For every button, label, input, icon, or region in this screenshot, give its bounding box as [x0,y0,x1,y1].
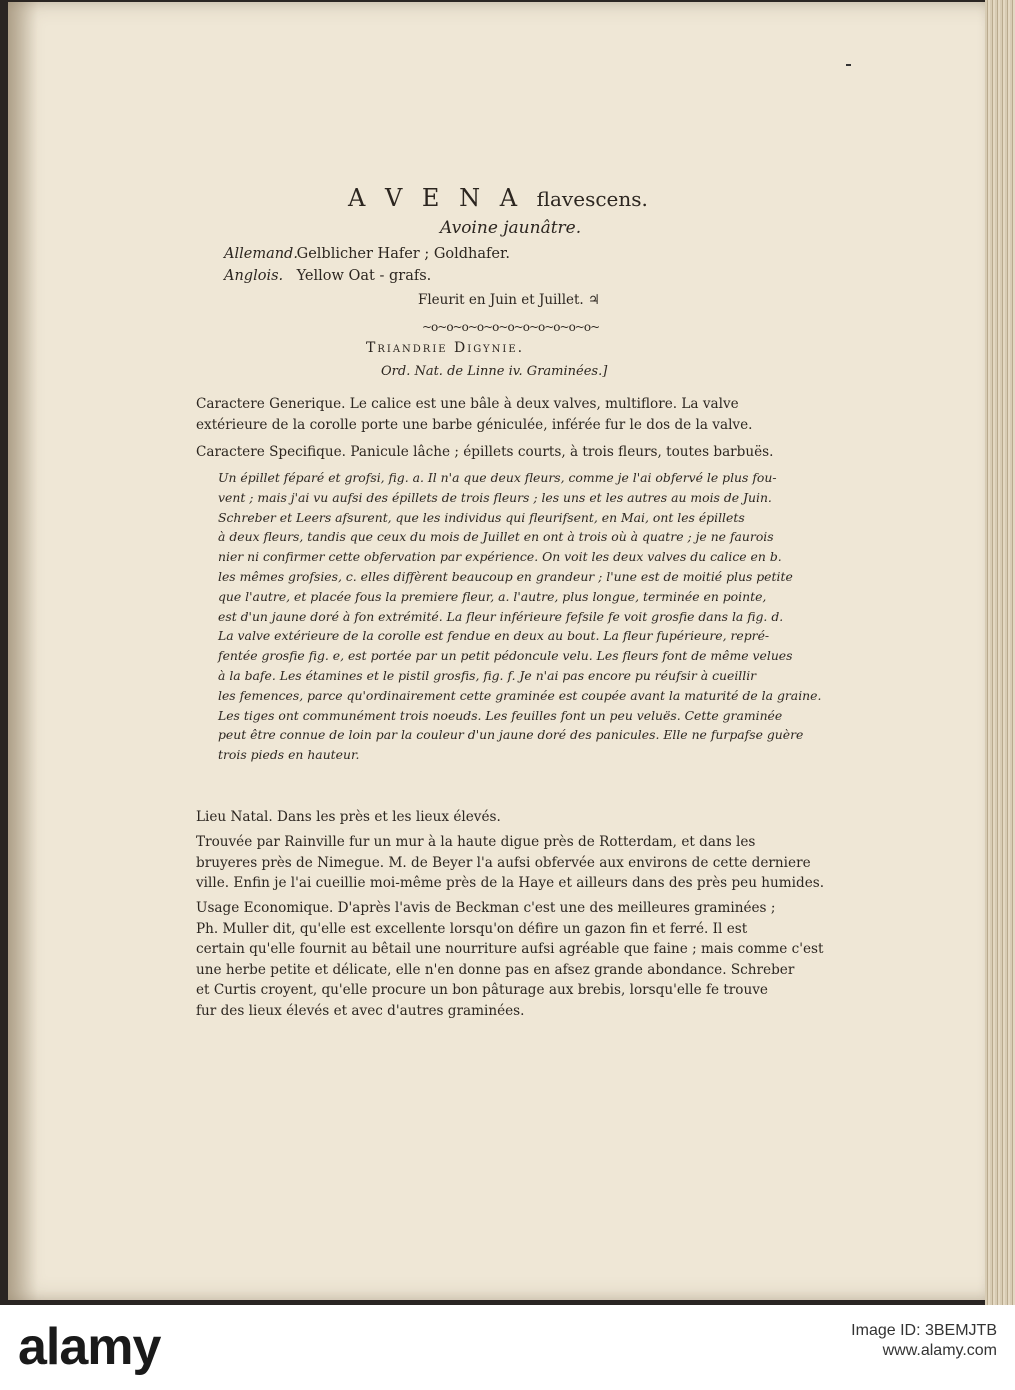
text-line: à la bafe. Les étamines et le pistil grosfis, fig. f. Je n'ai pas encore pu réufsir à cueillir [218,667,757,683]
page-title [348,184,648,212]
page-subtitle: Avoine jaunâtre. [440,218,582,238]
text-line: nier ni confirmer cette obfervation par expérience. On voit les deux valves du calice en b. [218,549,782,565]
vernacular-name-german [224,246,510,262]
text-line: les mêmes grofsies, c. elles diffèrent beaucoup en grandeur ; l'une est de moitié plus petite [218,568,793,584]
title-genus: A V E N A [348,184,524,212]
text-line: Ph. Muller dit, qu'elle est excellente lorsqu'on défire un gazon fin et ferré. Il est [196,920,748,937]
image-id: Image ID: 3BEMJTB [851,1322,997,1339]
locality-paragraph [196,832,856,894]
text-line: que l'autre, et placée fous la premiere fleur, a. l'autre, plus longue, terminée en pointe, [218,588,767,604]
text-line: est d'un jaune doré à fon extrémité. La fleur inférieure fefsile fe voit grosfie dans la fig. d. [218,608,784,624]
book-page [8,2,993,1300]
text-line: certain qu'elle fournit au bêtail une nourriture aufsi agréable que faine ; mais comme c'est [196,941,824,957]
image-id-block [851,1321,997,1361]
page-stack-edge [985,0,1015,1305]
alamy-logo: alamy [18,1318,161,1376]
text-line: à deux fleurs, tandis que ceux du mois de Juillet en ont à trois où à quatre ; je ne faurois [218,529,774,545]
text-line: Un épillet féparé et grofsi, fig. a. Il n'a que deux fleurs, comme je l'ai obfervé le plus fou- [218,470,777,485]
language-label: Allemand. [224,246,298,262]
natural-order: Ord. Nat. de Linne iv. Graminées.] [381,364,608,379]
text-line: vent ; mais j'ai vu aufsi des épillets de trois fleurs ; les uns et les autres au mois de Juin. [218,489,772,505]
text-line: Schreber et Leers afsurent, que les individus qui fleurifsent, en Mai, ont les épillets [218,509,745,525]
text-line: Caractere Specifique. Panicule lâche ; épillets courts, à trois fleurs, toutes barbuës. [196,444,774,460]
text-line: peut être connue de loin par la couleur d'un jaune doré des panicules. Elle ne furpafse guère [218,727,804,743]
text-line: Caractere Generique. Le calice est une bâle à deux valves, multiflore. La valve [196,396,739,412]
text-line: Usage Economique. D'après l'avis de Beckman c'est une des meilleures graminées ; [196,900,776,916]
text-line: trois pieds en hauteur. [218,747,360,763]
habitat-paragraph [196,807,856,828]
text-line: fentée grosfie fig. e, est portée par un petit pédoncule velu. Les fleurs font de même velues [218,648,793,664]
page-spine-shadow [8,2,38,1300]
usage-paragraph [196,898,856,1021]
language-label: Anglois. [224,268,284,284]
site-url: www.alamy.com [882,1342,997,1359]
text-line: les femences, parce qu'ordinairement cette graminée est coupée avant la maturité de la graine. [218,687,822,703]
class-heading: Triandrie Digynie. [366,340,525,356]
generic-character [196,394,856,435]
text-line: La valve extérieure de la corolle est fendue en deux au bout. La fleur fupérieure, repré- [218,628,770,644]
text-line: ville. Enfin je l'ai cueillie moi-même près de la Haye et ailleurs dans des près peu humides. [196,875,825,891]
vernacular-value: Yellow Oat - grafs. [296,268,432,284]
title-species: flavescens. [536,187,648,211]
stock-footer [0,1305,1015,1390]
text-line: extérieure de la corolle porte une barbe géniculée, inférée fur le dos de la valve. [196,416,753,433]
text-line: Lieu Natal. Dans les près et les lieux élevés. [196,809,501,825]
vernacular-value: Gelblicher Hafer ; Goldhafer. [296,246,510,262]
text-line: Trouvée par Rainville fur un mur à la haute digue près de Rotterdam, et dans les [196,834,756,850]
page-mark [846,64,851,66]
text-line: une herbe petite et délicate, elle n'en donne pas en afsez grande abondance. Schreber [196,961,795,978]
text-line: fur des lieux élevés et avec d'autres graminées. [196,1002,525,1019]
description-paragraph [218,468,856,765]
specific-character [196,442,856,463]
ornament-divider: ~o~o~o~o~o~o~o~o~o~o~o~ [422,320,600,334]
text-line: Les tiges ont communément trois noeuds. Les feuilles font un peu veluës. Cette graminée [218,707,783,723]
flowering-period: Fleurit en Juin et Juillet. ♃ [418,292,601,308]
vernacular-name-english [224,268,431,284]
text-line: bruyeres près de Nimegue. M. de Beyer l'a aufsi obfervée aux environs de cette derniere [196,854,811,871]
text-line: et Curtis croyent, qu'elle procure un bon pâturage aux brebis, lorsqu'elle fe trouve [196,982,768,998]
